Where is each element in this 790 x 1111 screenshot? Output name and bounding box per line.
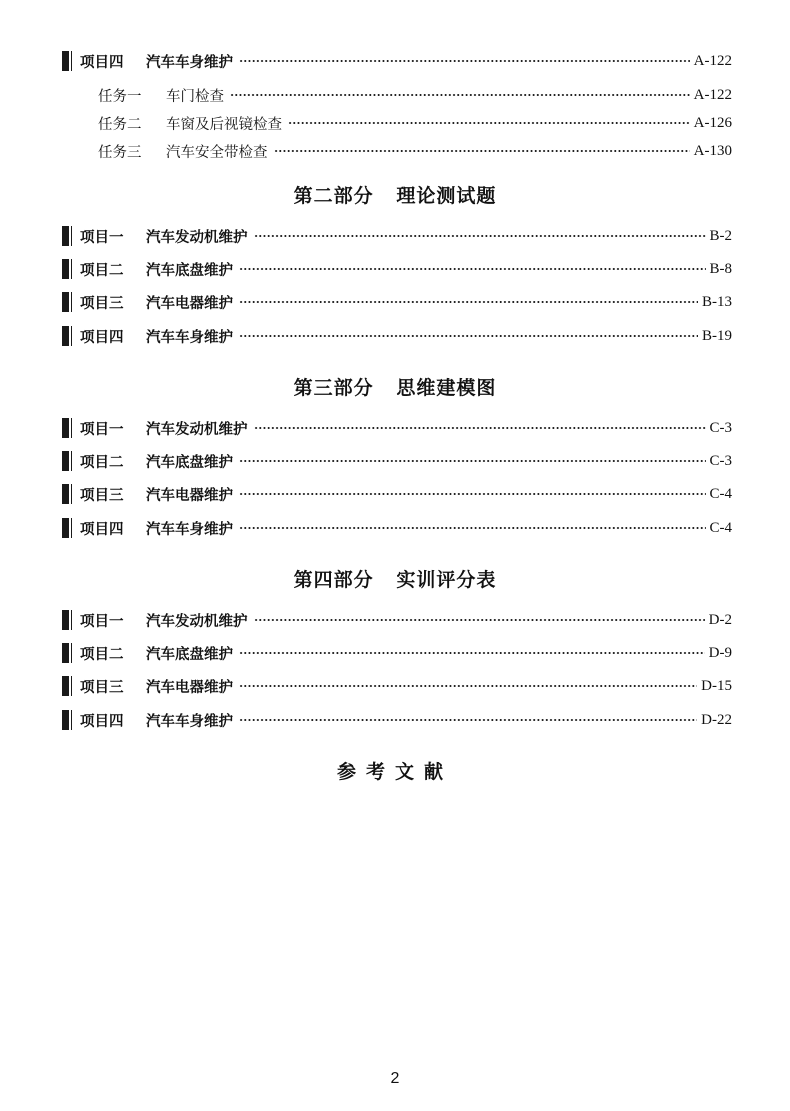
project-title: 汽车发动机维护: [146, 613, 248, 630]
entry-marker-line: [71, 610, 72, 630]
dot-leader: [254, 417, 706, 439]
dot-leader: [230, 84, 690, 106]
section-title-part3: 第三部分 思维建模图: [293, 377, 497, 399]
entry-marker-line: [71, 292, 72, 312]
task-label: 任务三: [98, 144, 142, 161]
page-ref: C-3: [709, 419, 732, 436]
entry-marker-line: [71, 643, 72, 663]
dot-leader: [239, 709, 697, 731]
entry-marker: [62, 676, 69, 696]
entry-marker: [62, 226, 69, 246]
toc-entry-project[interactable]: [62, 325, 732, 347]
entry-marker: [62, 292, 69, 312]
project-label: 项目一: [80, 229, 124, 246]
entry-marker-line: [71, 518, 72, 538]
page-ref: C-3: [709, 452, 732, 469]
project-label: 项目一: [80, 421, 124, 438]
toc-entry-task[interactable]: [98, 112, 732, 134]
project-title: 汽车发动机维护: [146, 421, 248, 438]
project-title: 汽车电器维护: [146, 487, 233, 504]
project-title: 汽车车身维护: [146, 329, 233, 346]
task-title: 车门检查: [166, 88, 224, 105]
entry-marker-line: [71, 259, 72, 279]
entry-marker-line: [71, 418, 72, 438]
toc-entry-project[interactable]: [62, 417, 732, 439]
project-label: 项目三: [80, 487, 124, 504]
page-ref: D-22: [701, 711, 732, 728]
entry-marker-line: [71, 484, 72, 504]
dot-leader: [288, 112, 690, 134]
dot-leader: [274, 140, 690, 162]
entry-marker-line: [71, 226, 72, 246]
entry-marker: [62, 451, 69, 471]
project-label: 项目二: [80, 646, 124, 663]
entry-marker: [62, 610, 69, 630]
project-label: 项目四: [80, 329, 124, 346]
entry-marker-line: [71, 326, 72, 346]
page-ref: D-15: [701, 677, 732, 694]
toc-entry-project[interactable]: [62, 258, 732, 280]
project-label: 项目二: [80, 454, 124, 471]
section-title-part2: 第二部分 理论测试题: [293, 185, 497, 207]
page-ref: B-8: [709, 260, 732, 277]
dot-leader: [239, 50, 690, 72]
page-ref: A-126: [693, 114, 732, 131]
section-title-part4: 第四部分 实训评分表: [293, 569, 497, 591]
references-title[interactable]: 参考文献: [336, 761, 453, 783]
toc-entry-project[interactable]: [62, 225, 732, 247]
toc-entry-project[interactable]: [62, 609, 732, 631]
task-label: 任务一: [98, 88, 142, 105]
project-label: 项目三: [80, 679, 124, 696]
project-title: 汽车电器维护: [146, 295, 233, 312]
project-title: 汽车底盘维护: [146, 454, 233, 471]
toc-entry-project[interactable]: [62, 709, 732, 731]
dot-leader: [239, 675, 697, 697]
toc-entry-project[interactable]: [62, 50, 732, 72]
entry-marker: [62, 418, 69, 438]
project-title: 汽车底盘维护: [146, 262, 233, 279]
toc-entry-task[interactable]: [98, 140, 732, 162]
project-title: 汽车底盘维护: [146, 646, 233, 663]
toc-entry-project[interactable]: [62, 450, 732, 472]
page-ref: C-4: [709, 519, 732, 536]
entry-marker-line: [71, 51, 72, 71]
dot-leader: [254, 609, 705, 631]
toc-entry-task[interactable]: [98, 84, 732, 106]
entry-marker-line: [71, 451, 72, 471]
footer-page-number: 2: [390, 1070, 400, 1087]
project-label: 项目一: [80, 613, 124, 630]
dot-leader: [239, 291, 698, 313]
page-ref: B-13: [702, 293, 732, 310]
page-ref: A-122: [693, 86, 732, 103]
entry-marker: [62, 326, 69, 346]
project-title: 汽车车身维护: [146, 54, 233, 71]
entry-marker-line: [71, 710, 72, 730]
entry-marker-line: [71, 676, 72, 696]
toc-entry-project[interactable]: [62, 675, 732, 697]
dot-leader: [239, 325, 698, 347]
dot-leader: [239, 258, 706, 280]
toc-entry-project[interactable]: [62, 291, 732, 313]
page-ref: D-9: [708, 644, 732, 661]
project-title: 汽车电器维护: [146, 679, 233, 696]
dot-leader: [254, 225, 706, 247]
toc-entry-project[interactable]: [62, 642, 732, 664]
task-label: 任务二: [98, 116, 142, 133]
entry-marker: [62, 518, 69, 538]
project-label: 项目四: [80, 521, 124, 538]
page-ref: D-2: [708, 611, 732, 628]
task-title: 车窗及后视镜检查: [166, 116, 282, 133]
page-ref: B-2: [709, 227, 732, 244]
project-label: 项目四: [80, 713, 124, 730]
project-title: 汽车车身维护: [146, 713, 233, 730]
project-label: 项目三: [80, 295, 124, 312]
entry-marker: [62, 484, 69, 504]
toc-entry-project[interactable]: [62, 517, 732, 539]
dot-leader: [239, 450, 706, 472]
project-title: 汽车车身维护: [146, 521, 233, 538]
dot-leader: [239, 642, 705, 664]
entry-marker: [62, 259, 69, 279]
entry-marker: [62, 643, 69, 663]
page-ref: B-19: [702, 327, 732, 344]
task-title: 汽车安全带检查: [166, 144, 268, 161]
page-ref: C-4: [709, 485, 732, 502]
page-ref: A-130: [693, 142, 732, 159]
entry-marker: [62, 51, 69, 71]
project-label: 项目四: [80, 54, 124, 71]
page-ref: A-122: [693, 52, 732, 69]
project-title: 汽车发动机维护: [146, 229, 248, 246]
dot-leader: [239, 483, 706, 505]
project-label: 项目二: [80, 262, 124, 279]
entry-marker: [62, 710, 69, 730]
dot-leader: [239, 517, 706, 539]
toc-entry-project[interactable]: [62, 483, 732, 505]
